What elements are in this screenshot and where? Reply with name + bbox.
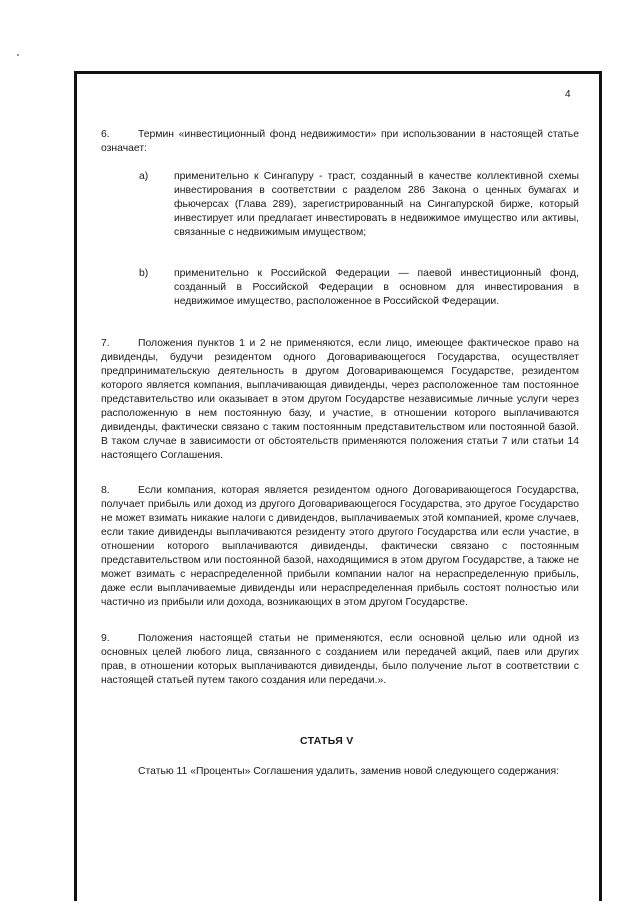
paragraph-8-number: 8.	[101, 485, 110, 496]
page-number: 4	[565, 89, 571, 100]
scan-speck	[17, 54, 19, 56]
paragraph-6-text: Термин «инвестиционный фонд недвижимости» при использовании в настоящей статье означает:	[101, 129, 579, 154]
paragraph-9-number: 9.	[101, 633, 110, 644]
paragraph-7-number: 7.	[101, 338, 110, 349]
paragraph-6-number: 6.	[101, 129, 110, 140]
item-b-label: b)	[139, 268, 149, 279]
article-heading: СТАТЬЯ V	[300, 735, 354, 747]
paragraph-9-text: Положения настоящей статьи не применяются, если основной целью или одной из основных целей любого лица, связанного с созданием или передачей акций, паев или других прав, в отношении которых выплачиваются дивиденды, было получение льгот в соответствии с настоящей статьей путем такого создания или передачи.».	[101, 633, 579, 686]
item-a-label: a)	[139, 171, 149, 182]
paragraph-7-text: Положения пунктов 1 и 2 не применяются, если лицо, имеющее фактическое право на дивиденды, будучи резидентом одного Договаривающегося Государства, осуществляет предпринимательскую деятельность в другом Договаривающемся Государстве, резидентом которого является компания, выплачивающая дивиденды, через расположенное там постоянное представительство или оказывает в этом другом Государстве независимые личные услуги через расположенную в нем постоянную базу, и участие, в отношении которого выплачиваются дивиденды, фактически связано с таким постоянным представительством или постоянной базой. В таком случае в зависимости от обстоятельств применяются положения статьи 7 или статьи 14 настоящего Соглашения.	[101, 338, 579, 461]
item-b-text: применительно к Российской Федерации — паевой инвестиционный фонд, созданный в Российской Федерации в основном для инвестирования в недвижимое имущество, расположенное в Российской Федерации.	[174, 268, 579, 307]
item-a-text: применительно к Сингапуру - траст, созданный в качестве коллективной схемы инвестирования в соответствии с разделом 286 Закона о ценных бумагах и фьючерсах (Глава 289), зарегистрированный на Сингапурской бирже, который инвестирует или предлагает инвестировать в недвижимое имущество или активы, связанные с недвижимым имуществом;	[174, 171, 579, 238]
article-text: Статью 11 «Проценты» Соглашения удалить, заменив новой следующего содержания:	[138, 766, 560, 777]
paragraph-8-text: Если компания, которая является резидентом одного Договаривающегося Государства, получает прибыль или доход из другого Договаривающегося Государства, это другое Государство не может взимать никакие налоги с дивидендов, выплачиваемых этой компанией, кроме случаев, если такие дивиденды выплачиваются резиденту этого другого Государства или если участие, в отношении которого выплачиваются дивиденды, фактически связано с постоянным представительством или постоянной базой, находящимися в этом другом Государстве, а также не может взимать с нераспределенной прибыли компании налог на нераспределенную прибыль, даже если выплачиваемые дивиденды или нераспределенная прибыль состоят полностью или частично из прибыли или дохода, возникающих в этом другом Государстве.	[101, 485, 579, 608]
